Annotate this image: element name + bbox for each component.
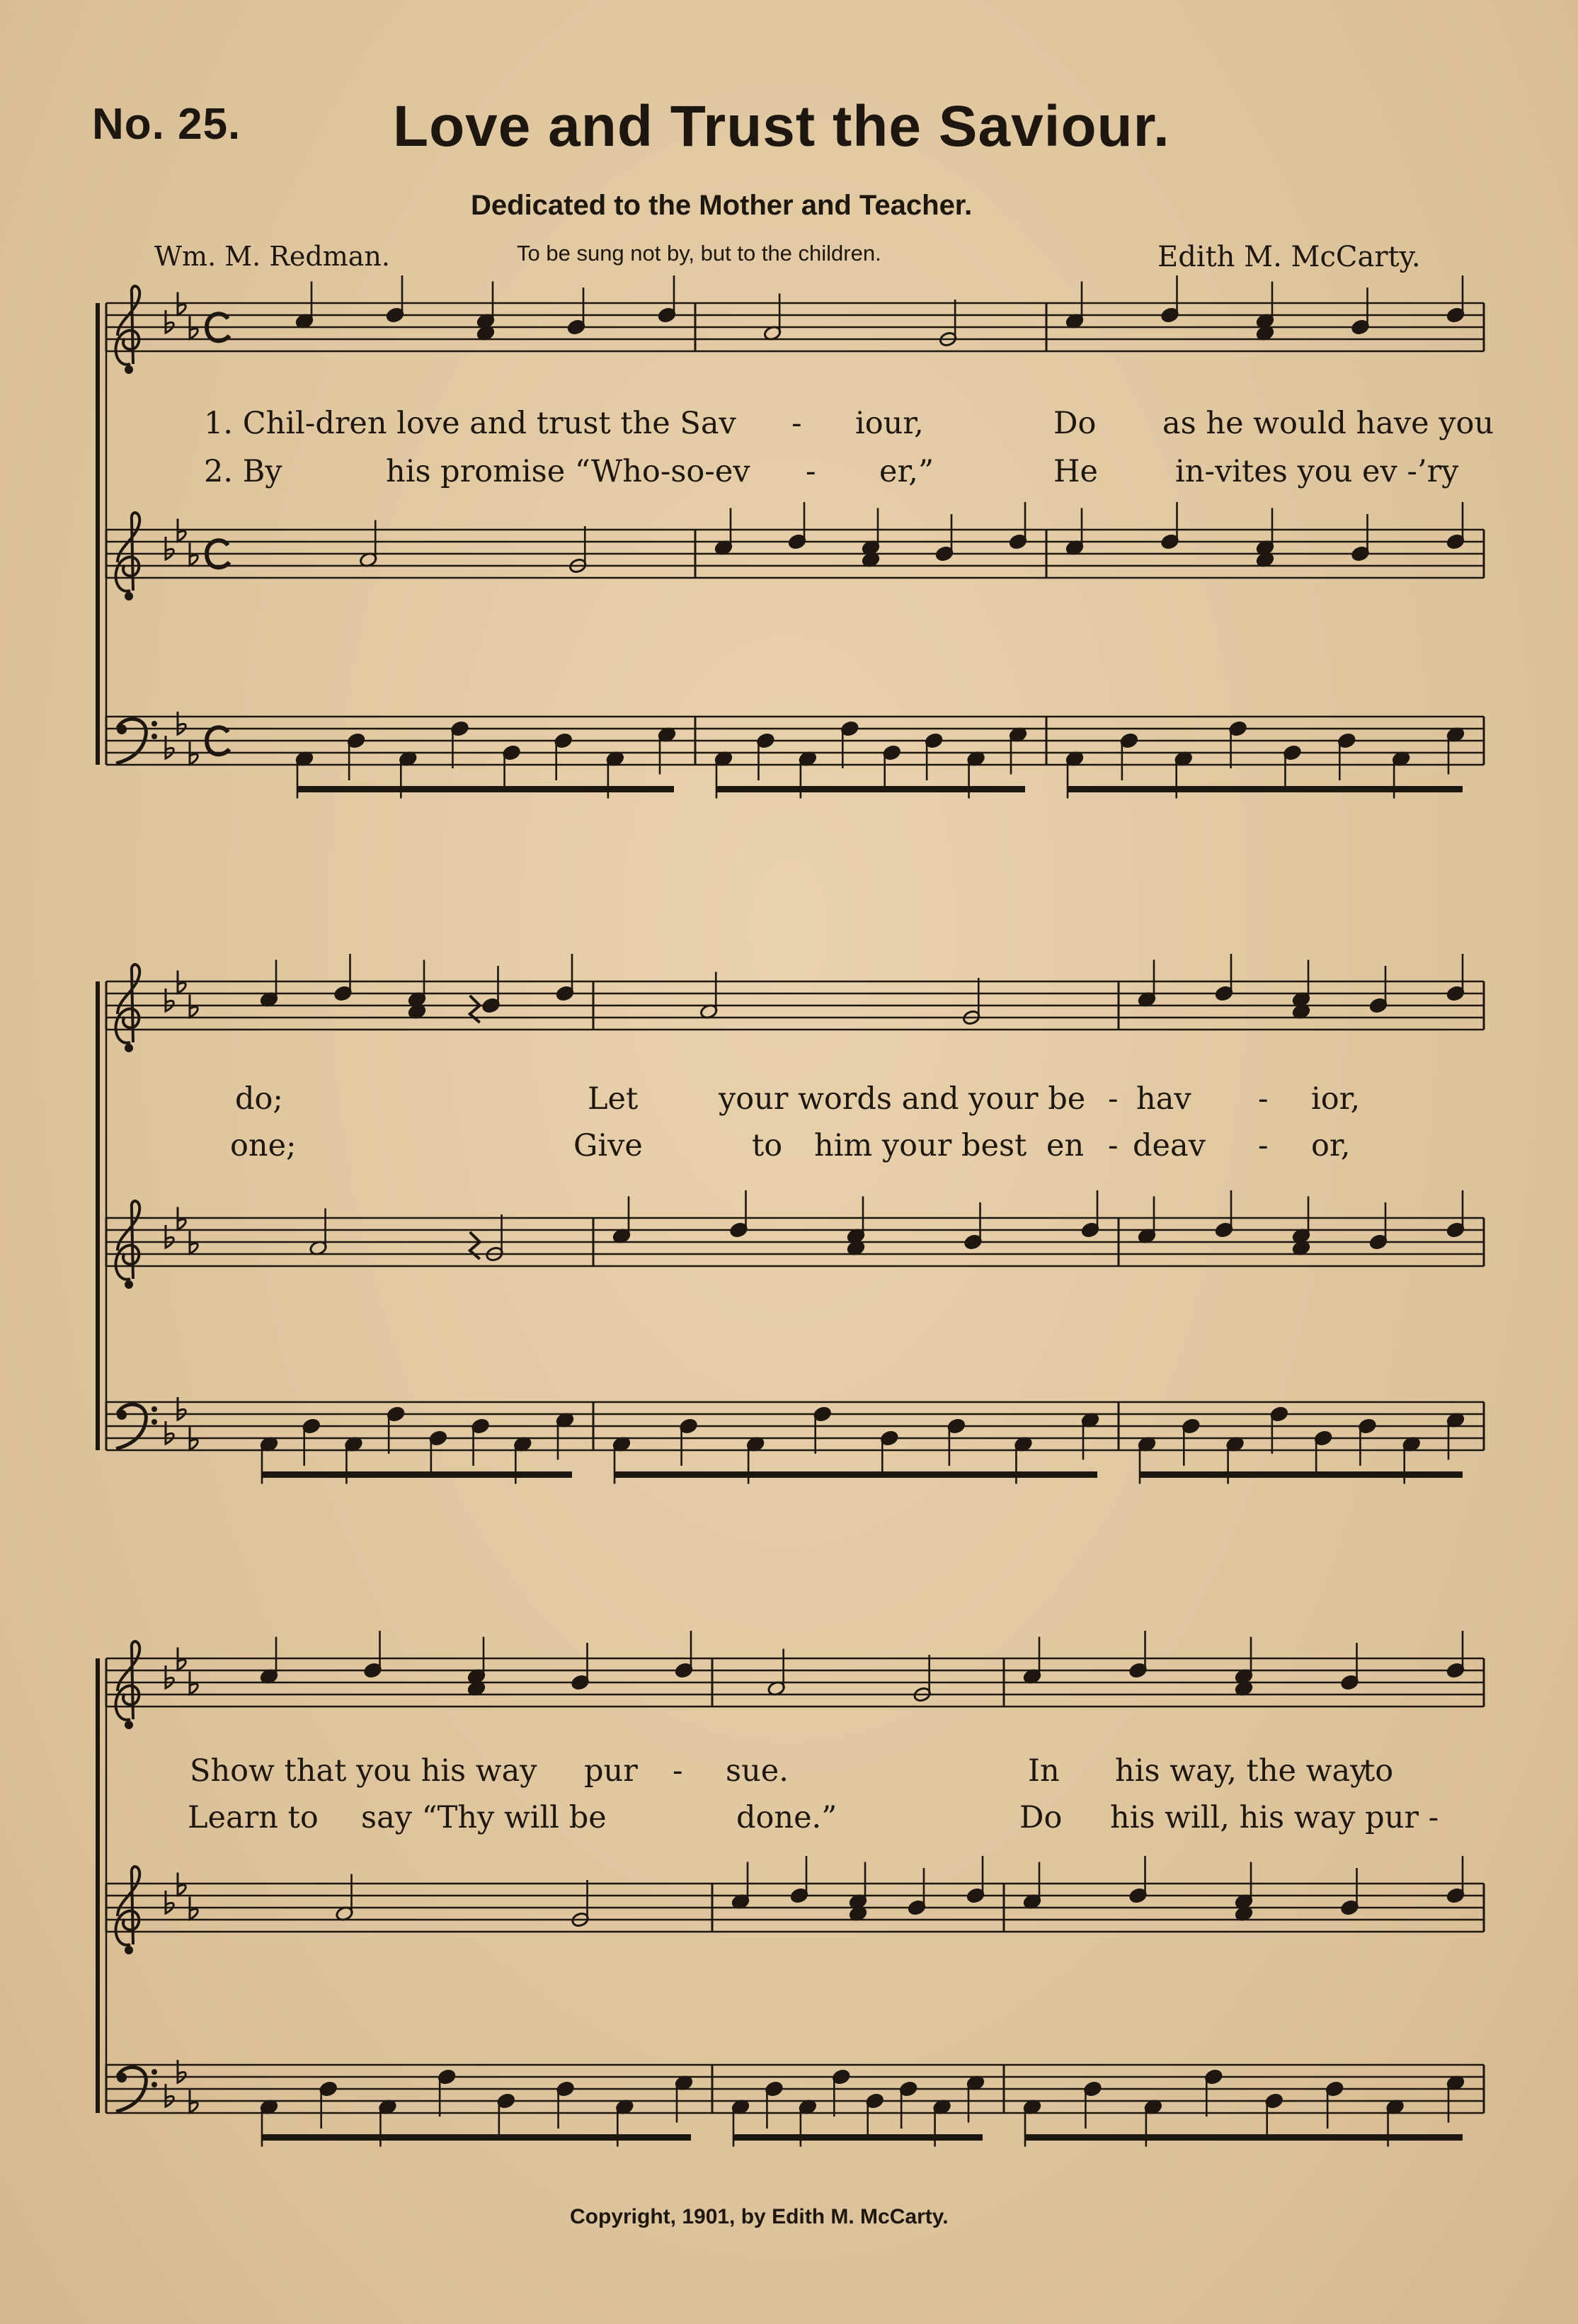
quarter-note [1292, 960, 1310, 1008]
treble-staff [106, 303, 1484, 351]
quarter-note [1081, 1190, 1099, 1238]
quarter-note [1265, 2092, 1283, 2141]
quarter-note [1369, 966, 1388, 1014]
flat-sign [166, 310, 173, 333]
quarter-note [438, 2068, 456, 2117]
half-note [485, 1214, 503, 1263]
quarter-note [847, 1197, 865, 1245]
bass-clef-dot [151, 2069, 157, 2075]
quarter-note [386, 275, 404, 324]
bass-beam [733, 2134, 983, 2141]
quarter-note [612, 1197, 631, 1245]
lyric-syllable: - [1258, 1081, 1269, 1117]
quarter-note [964, 1202, 982, 1251]
quarter-note [899, 2080, 917, 2129]
quarter-note [658, 275, 676, 324]
quarter-note [1446, 2075, 1465, 2123]
quarter-note [679, 1418, 697, 1466]
half-note [359, 520, 377, 569]
quarter-note [935, 514, 954, 562]
treble-clef [115, 286, 139, 374]
quarter-note [1446, 1631, 1465, 1679]
half-note [767, 1649, 785, 1697]
treble-clef [115, 1867, 139, 1954]
lyric-syllable: pur [584, 1753, 638, 1789]
flat-sign [166, 1665, 173, 1688]
bass-clef-dot [151, 2082, 157, 2087]
quarter-note [714, 508, 733, 557]
quarter-note [1120, 732, 1138, 780]
lyric-syllable: Do [1019, 1800, 1063, 1835]
copyright-notice: Copyright, 1901, by Edith M. McCarty. [570, 2205, 949, 2228]
quarter-note [260, 960, 278, 1008]
quarter-note [866, 2092, 884, 2141]
treble-clef-path [115, 286, 139, 365]
lyric-syllable: to [1363, 1753, 1394, 1789]
lyric-syllable: en [1046, 1128, 1085, 1163]
bass-beam [1068, 786, 1463, 792]
treble-staff [106, 1218, 1484, 1266]
quarter-note [1270, 1406, 1288, 1454]
bass-clef-dot [117, 1410, 127, 1420]
quarter-note [333, 954, 352, 1002]
quarter-note [1325, 2080, 1344, 2129]
quarter-note [476, 282, 495, 330]
quarter-note [840, 720, 859, 768]
quarter-note [729, 1190, 748, 1238]
lyric-syllable: - [806, 454, 816, 489]
quarter-note [1235, 1862, 1253, 1910]
flat-sign [166, 2084, 173, 2107]
treble-clef [115, 964, 139, 1052]
bass-beam [614, 1471, 1097, 1478]
flat-sign [178, 2060, 185, 2083]
quarter-note [1351, 287, 1369, 336]
quarter-note [790, 1856, 808, 1904]
quarter-note [554, 732, 573, 780]
half-note [571, 1880, 589, 1928]
lyric-syllable: Give [573, 1128, 643, 1163]
half-note [699, 972, 718, 1020]
quarter-note [567, 287, 585, 336]
half-note [335, 1874, 353, 1923]
lyric-syllable: him your best [814, 1128, 1027, 1163]
half-note [309, 1209, 327, 1257]
bass-clef-dot [151, 1406, 157, 1412]
quarter-note [1340, 1868, 1359, 1916]
quarter-note [1065, 282, 1084, 330]
bass-beam [262, 1471, 572, 1478]
quarter-note [1314, 1430, 1332, 1478]
hymn-title: Love and Trust the Saviour. [393, 94, 1170, 159]
quarter-note [966, 1856, 985, 1904]
flat-sign [166, 989, 173, 1011]
lyric-syllable: Let [588, 1081, 639, 1117]
bass-beam [1140, 1471, 1463, 1478]
quarter-note [1083, 2080, 1102, 2129]
treble-clef-dot [125, 592, 133, 600]
lyric-syllable: In [1028, 1753, 1060, 1789]
flat-sign [166, 537, 173, 559]
quarter-note [1446, 727, 1465, 775]
key-signature [166, 1397, 198, 1450]
treble-clef [115, 1641, 139, 1729]
quarter-note [467, 1637, 486, 1685]
quarter-note [966, 2075, 985, 2123]
quarter-note [765, 2080, 783, 2129]
quarter-note [1128, 1631, 1147, 1679]
key-signature [166, 2060, 198, 2113]
lyric-syllable: his promise “Who-so-ev [386, 454, 750, 489]
quarter-note [556, 954, 574, 1002]
quarter-note [908, 1868, 926, 1916]
quarter-note [1023, 1637, 1041, 1685]
quarter-note [1446, 1856, 1465, 1904]
quarter-note [1160, 502, 1179, 550]
quarter-note [481, 966, 500, 1014]
lyric-syllable: He [1053, 454, 1098, 489]
bass-clef-dot [117, 724, 127, 734]
quarter-note [1256, 282, 1274, 330]
quarter-note [862, 508, 880, 557]
quarter-note [832, 2068, 850, 2117]
quarter-note [1138, 1197, 1156, 1245]
quarter-note [1204, 2068, 1223, 2117]
quarter-note [813, 1406, 832, 1454]
key-signature [166, 712, 198, 765]
lyric-syllable: er,” [879, 454, 934, 489]
quarter-note [675, 2075, 693, 2123]
quarter-rest [470, 1232, 480, 1259]
hymn-number: No. 25. [92, 100, 241, 149]
quarter-note [556, 2080, 574, 2129]
lyric-syllable: done.” [736, 1800, 837, 1835]
quarter-note [1081, 1412, 1099, 1460]
lyric-syllable: - [1108, 1081, 1119, 1117]
lyric-syllable: 2. By [204, 454, 282, 489]
quarter-note [1182, 1418, 1200, 1466]
lyric-syllable: sue. [726, 1753, 789, 1789]
quarter-note [387, 1406, 405, 1454]
lyric-syllable: ior, [1311, 1081, 1361, 1117]
treble-clef-dot [125, 1721, 133, 1729]
treble-clef-dot [125, 1946, 133, 1954]
dedication: Dedicated to the Mother and Teacher. [471, 190, 973, 221]
quarter-note [1256, 508, 1274, 557]
flat-sign [166, 1421, 173, 1444]
quarter-note [260, 1637, 278, 1685]
treble-clef-dot [125, 365, 133, 374]
treble-clef-path [115, 1867, 139, 1945]
quarter-note [1128, 1856, 1147, 1904]
quarter-note [347, 732, 365, 780]
quarter-note [319, 2080, 338, 2129]
performance-instruction: To be sung not by, but to the children. [517, 241, 881, 266]
quarter-note [1292, 1197, 1310, 1245]
quarter-note [1228, 720, 1247, 768]
quarter-note [450, 720, 469, 768]
treble-clef-path [115, 1641, 139, 1720]
flat-sign [166, 1225, 173, 1248]
rest-path [470, 1232, 480, 1259]
quarter-note [556, 1412, 574, 1460]
lyric-syllable: his way, the way [1115, 1753, 1368, 1789]
quarter-note [1340, 1643, 1359, 1691]
bass-clef-dot [151, 721, 157, 727]
lyric-syllable: Do [1053, 406, 1097, 441]
quarter-note [1446, 275, 1465, 324]
lyric-syllable: as he would have you [1162, 406, 1494, 441]
treble-staff [106, 1658, 1484, 1707]
half-note [939, 300, 957, 348]
quarter-note [731, 1862, 750, 1910]
lyric-syllable: hav [1136, 1081, 1191, 1117]
half-note [568, 526, 587, 574]
quarter-note [1446, 1190, 1465, 1238]
quarter-note [1358, 1418, 1376, 1466]
quarter-note [1065, 508, 1084, 557]
lyric-syllable: say “Thy will be [361, 1800, 607, 1835]
quarter-note [408, 960, 426, 1008]
flat-sign [166, 1891, 173, 1913]
quarter-note [925, 732, 943, 780]
bass-clef-dot [151, 1419, 157, 1425]
quarter-note [497, 2092, 515, 2141]
quarter-note [849, 1862, 867, 1910]
quarter-note [883, 744, 901, 792]
bass-clef-dot [117, 2073, 127, 2083]
half-note [763, 294, 782, 342]
quarter-note [1215, 954, 1233, 1002]
treble-clef-dot [125, 1280, 133, 1289]
lyric-syllable: in-vites you ev -’ry [1175, 454, 1459, 489]
lyric-syllable: one; [230, 1128, 297, 1163]
bass-beam [1025, 2134, 1463, 2141]
quarter-note [429, 1430, 447, 1478]
quarter-note [471, 1418, 489, 1466]
treble-clef [115, 513, 139, 600]
bass-beam [297, 786, 674, 792]
bass-beam [716, 786, 1025, 792]
quarter-note [1369, 1202, 1388, 1251]
quarter-note [1009, 502, 1027, 550]
quarter-note [947, 1418, 966, 1466]
lyric-syllable: - [673, 1753, 683, 1789]
quarter-note [1446, 954, 1465, 1002]
quarter-note [502, 744, 520, 792]
lyric-syllable: your words and your be [719, 1081, 1086, 1117]
quarter-note [658, 727, 676, 775]
treble-clef-path [115, 513, 139, 591]
quarter-note [363, 1631, 382, 1679]
quarter-note [1283, 744, 1301, 792]
lyricist-credit: Wm. M. Redman. [154, 241, 390, 272]
lyric-syllable: - [791, 406, 802, 441]
quarter-note [675, 1631, 693, 1679]
lyric-syllable: to [752, 1128, 783, 1163]
quarter-note [1215, 1190, 1233, 1238]
treble-staff [106, 981, 1484, 1030]
treble-clef-path [115, 964, 139, 1043]
quarter-note [302, 1418, 321, 1466]
quarter-note [1235, 1637, 1253, 1685]
quarter-note [1351, 514, 1369, 562]
quarter-note [1009, 727, 1027, 775]
lyric-syllable: his will, his way pur - [1110, 1800, 1439, 1835]
quarter-note [1446, 1412, 1465, 1460]
lyric-syllable: 1. Chil-dren love and trust the Sav [204, 406, 736, 441]
composer-credit: Edith M. McCarty. [1157, 241, 1421, 273]
quarter-note [1337, 732, 1356, 780]
half-note [913, 1655, 931, 1703]
flat-sign [166, 736, 173, 758]
treble-clef-dot [125, 1044, 133, 1052]
bass-beam [262, 2134, 691, 2141]
flat-sign [178, 1397, 185, 1420]
lyric-syllable: deav [1133, 1128, 1206, 1163]
quarter-note [756, 732, 774, 780]
flat-sign [178, 712, 185, 734]
quarter-note [788, 502, 806, 550]
quarter-note [1160, 275, 1179, 324]
quarter-note [1138, 960, 1156, 1008]
lyric-syllable: Learn to [188, 1800, 319, 1835]
lyric-syllable: Show that you his way [190, 1753, 537, 1789]
quarter-note [880, 1430, 898, 1478]
lyric-syllable: - [1108, 1128, 1119, 1163]
bass-clef-dot [151, 734, 157, 739]
treble-clef [115, 1201, 139, 1289]
quarter-note [295, 282, 314, 330]
lyric-syllable: do; [235, 1081, 283, 1117]
treble-clef-path [115, 1201, 139, 1280]
lyric-syllable: iour, [855, 406, 924, 441]
rest-path [470, 996, 480, 1023]
quarter-note [571, 1643, 589, 1691]
half-note [962, 978, 980, 1026]
lyric-syllable: or, [1311, 1128, 1351, 1163]
quarter-note [1023, 1862, 1041, 1910]
quarter-rest [470, 996, 480, 1023]
quarter-note [1446, 502, 1465, 550]
lyric-syllable: - [1258, 1128, 1269, 1163]
